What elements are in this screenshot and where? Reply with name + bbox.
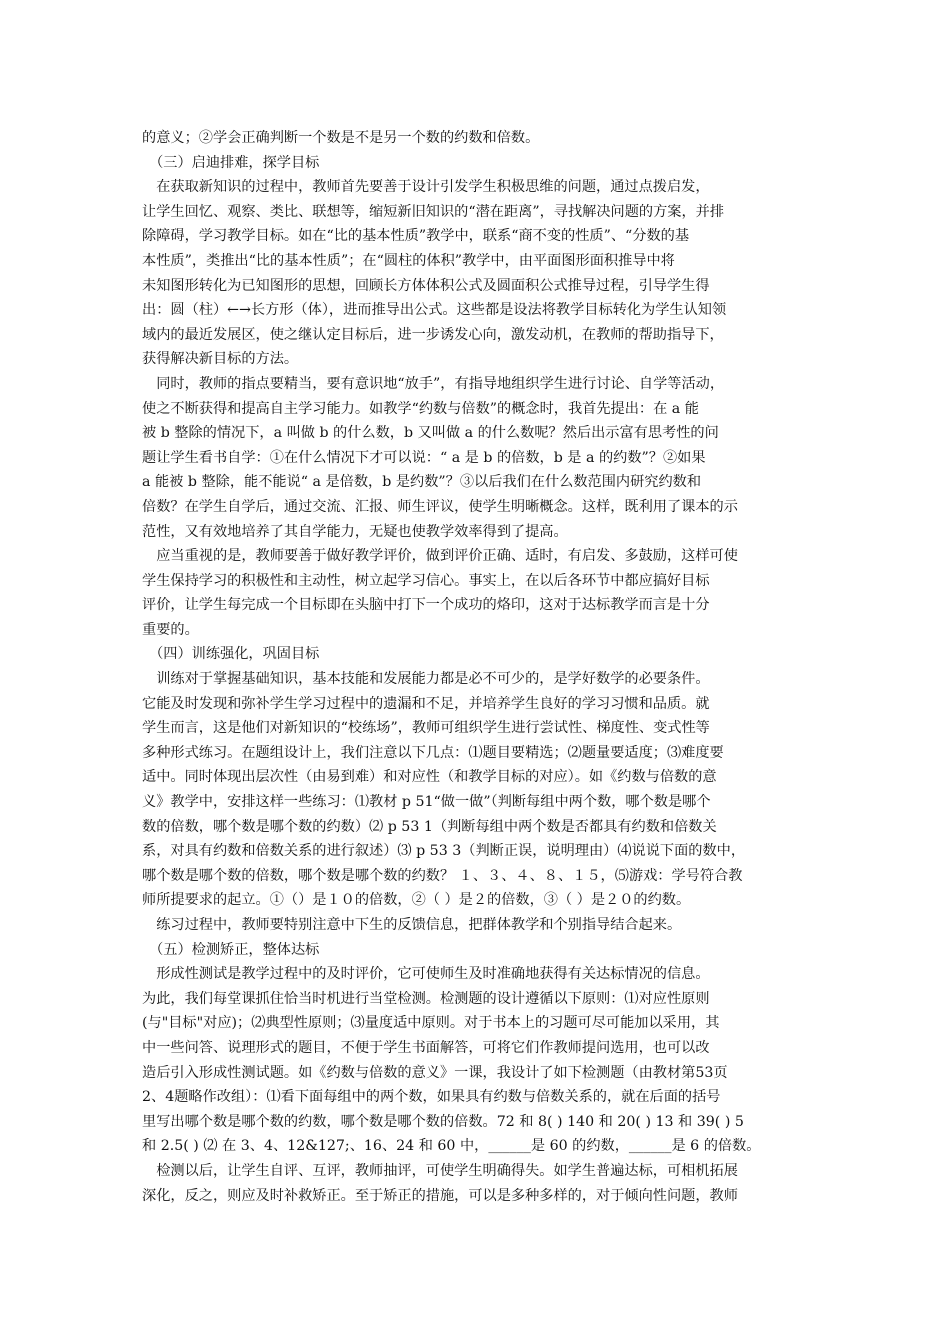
text-line: 检测以后，让学生自评、互评，教师抽评，可使学生明确得失。如学生普遍达标，可相机拓展 <box>142 1162 738 1179</box>
text-line: 本性质”，类推出“比的基本性质”；在“圆柱的体积”教学中，由平面图形面积推导中将 <box>142 252 675 269</box>
text-line: 除障碍，学习教学目标。如在“比的基本性质”教学中，联系“商不变的性质”、“分数的基 <box>142 228 690 245</box>
text-line: 域内的最近发展区，使之继认定目标后，进一步诱发心向，激发动机，在教师的帮助指导下， <box>142 326 724 343</box>
text-line: 范性，又有效地培养了其自学能力，无疑也使教学效率得到了提高。 <box>142 523 568 540</box>
text-line: a 能被 b 整除，能不能说“ a 是倍数，b 是约数”？③以后我们在什么数范围内研究约数和 <box>142 474 702 491</box>
text-line: 形成性测试是教学过程中的及时评价，它可使师生及时准确地获得有关达标情况的信息。 <box>142 966 710 983</box>
text-line: 多种形式练习。在题组设计上，我们注意以下几点：⑴题目要精选；⑵题量要适度；⑶难度要 <box>142 744 724 761</box>
text-line: 里写出哪个数是哪个数的约数，哪个数是哪个数的倍数。72 和 8( ) 140 和 20( ) 13 和 39( ) 5 <box>142 1113 744 1130</box>
text-line: 重要的。 <box>142 621 199 638</box>
text-line: 适中。同时体现出层次性（由易到难）和对应性（和教学目标的对应）。如《约数与倍数的意 <box>142 769 717 786</box>
text-line: 使之不断获得和提高自主学习能力。如教学“约数与倍数”的概念时，我首先提出：在 a 能 <box>142 400 699 417</box>
text-line: 学生而言，这是他们对新知识的“校练场”，教师可组织学生进行尝试性、梯度性、变式性等 <box>142 720 710 737</box>
text-line: 为此，我们每堂课抓住恰当时机进行当堂检测。检测题的设计遵循以下原则：⑴对应性原则 <box>142 990 710 1007</box>
document-page <box>142 126 812 1208</box>
text-line: 中一些问答、说理形式的题目，不便于学生书面解答，可将它们作教师提问选用，也可以改 <box>142 1039 710 1056</box>
text-line: 2、4题略作改组）：⑴看下面每组中的两个数，如果具有约数与倍数关系的，就在后面的括号 <box>142 1089 721 1106</box>
text-line: 倍数？在学生自学后，通过交流、汇报、师生评议，使学生明晰概念。这样，既利用了课本的示 <box>142 498 738 515</box>
text-line: 让学生回忆、观察、类比、联想等，缩短新旧知识的“潜在距离”，寻找解决问题的方案，并排 <box>142 203 725 220</box>
text-line: 的意义；②学会正确判断一个数是不是另一个数的约数和倍数。 <box>142 130 540 146</box>
text-line: 出：圆（柱）←→长方形（体），进而推导出公式。这些都是设法将教学目标转化为学生认知领 <box>142 302 727 319</box>
text-line: 应当重视的是，教师要善于做好教学评价，做到评价正确、适时，有启发、多鼓励，这样可使 <box>142 548 738 565</box>
text-line: 数的倍数，哪个数是哪个数的约数）⑵ p 53 1（判断每组中两个数是否都具有约数和倍数关 <box>142 818 717 835</box>
text-line: 师所提要求的起立。①（）是１０的倍数，②（ ）是２的倍数，③（ ）是２０的约数。 <box>142 892 691 909</box>
text-line: 它能及时发现和弥补学生学习过程中的遗漏和不足，并培养学生良好的学习习惯和品质。就 <box>142 695 710 712</box>
text-line: 题让学生看书自学：①在什么情况下才可以说：“ a 是 b 的倍数，b 是 a 的约数”？②如果 <box>142 449 706 466</box>
text-line: 被 b 整除的情况下，a 叫做 b 的什么数，b 又叫做 a 的什么数呢？然后出示富有思考性的问 <box>142 425 719 442</box>
text-line: 学生保持学习的积极性和主动性，树立起学习信心。事实上，在以后各环节中都应搞好目标 <box>142 572 710 589</box>
text-line: 在获取新知识的过程中，教师首先要善于设计引发学生积极思维的问题，通过点拨启发， <box>142 179 710 196</box>
text-line: (与"目标"对应)；⑵典型性原则；⑶量度适中原则。对于书本上的习题可尽可能加以采用，其 <box>142 1015 720 1032</box>
section-heading: （三）启迪排难，探学目标 <box>142 154 320 171</box>
text-line: 造后引入形成性测试题。如《约数与倍数的意义》一课，我设计了如下检测题（由教材第53页 <box>142 1064 728 1081</box>
section-heading: （四）训练强化，巩固目标 <box>142 646 320 663</box>
section-heading: （五）检测矫正，整体达标 <box>142 941 320 958</box>
text-line: 练习过程中，教师要特别注意中下生的反馈信息，把群体教学和个别指导结合起来。 <box>142 917 682 933</box>
text-line: 训练对于掌握基础知识，基本技能和发展能力都是必不可少的，是学好数学的必要条件。 <box>142 671 710 688</box>
text-line: 未知图形转化为已知图形的思想，回顾长方体体积公式及圆面积公式推导过程，引导学生得 <box>142 277 710 294</box>
text-line: 评价，让学生每完成一个目标即在头脑中打下一个成功的烙印，这对于达标教学而言是十分 <box>142 597 710 614</box>
text-line: 系，对具有约数和倍数关系的进行叙述）⑶ p 53 3（判断正误，说明理由）⑷说说下面的数中， <box>142 843 746 860</box>
text-line: 同时，教师的指点要精当，要有意识地“放手”，有指导地组织学生进行讨论、自学等活动， <box>142 375 725 392</box>
text-line: 义》教学中，安排这样一些练习：⑴教材 p 51“做一做”（判断每组中两个数，哪个数是哪个 <box>142 794 711 811</box>
text-line: 获得解决新目标的方法。 <box>142 351 299 368</box>
text-line: 深化，反之，则应及时补救矫正。至于矫正的措施，可以是多种多样的，对于倾向性问题，教师 <box>142 1187 738 1204</box>
text-line: 和 2.5( ) ⑵ 在 3、4、12&127;、16、24 和 60 中，______是 60 的约数，______是 6 的倍数。 <box>142 1138 761 1155</box>
text-line: 哪个数是哪个数的倍数，哪个数是哪个数的约数？ １、３、４、８、１５，⑸游戏：学号符合教 <box>142 867 743 884</box>
